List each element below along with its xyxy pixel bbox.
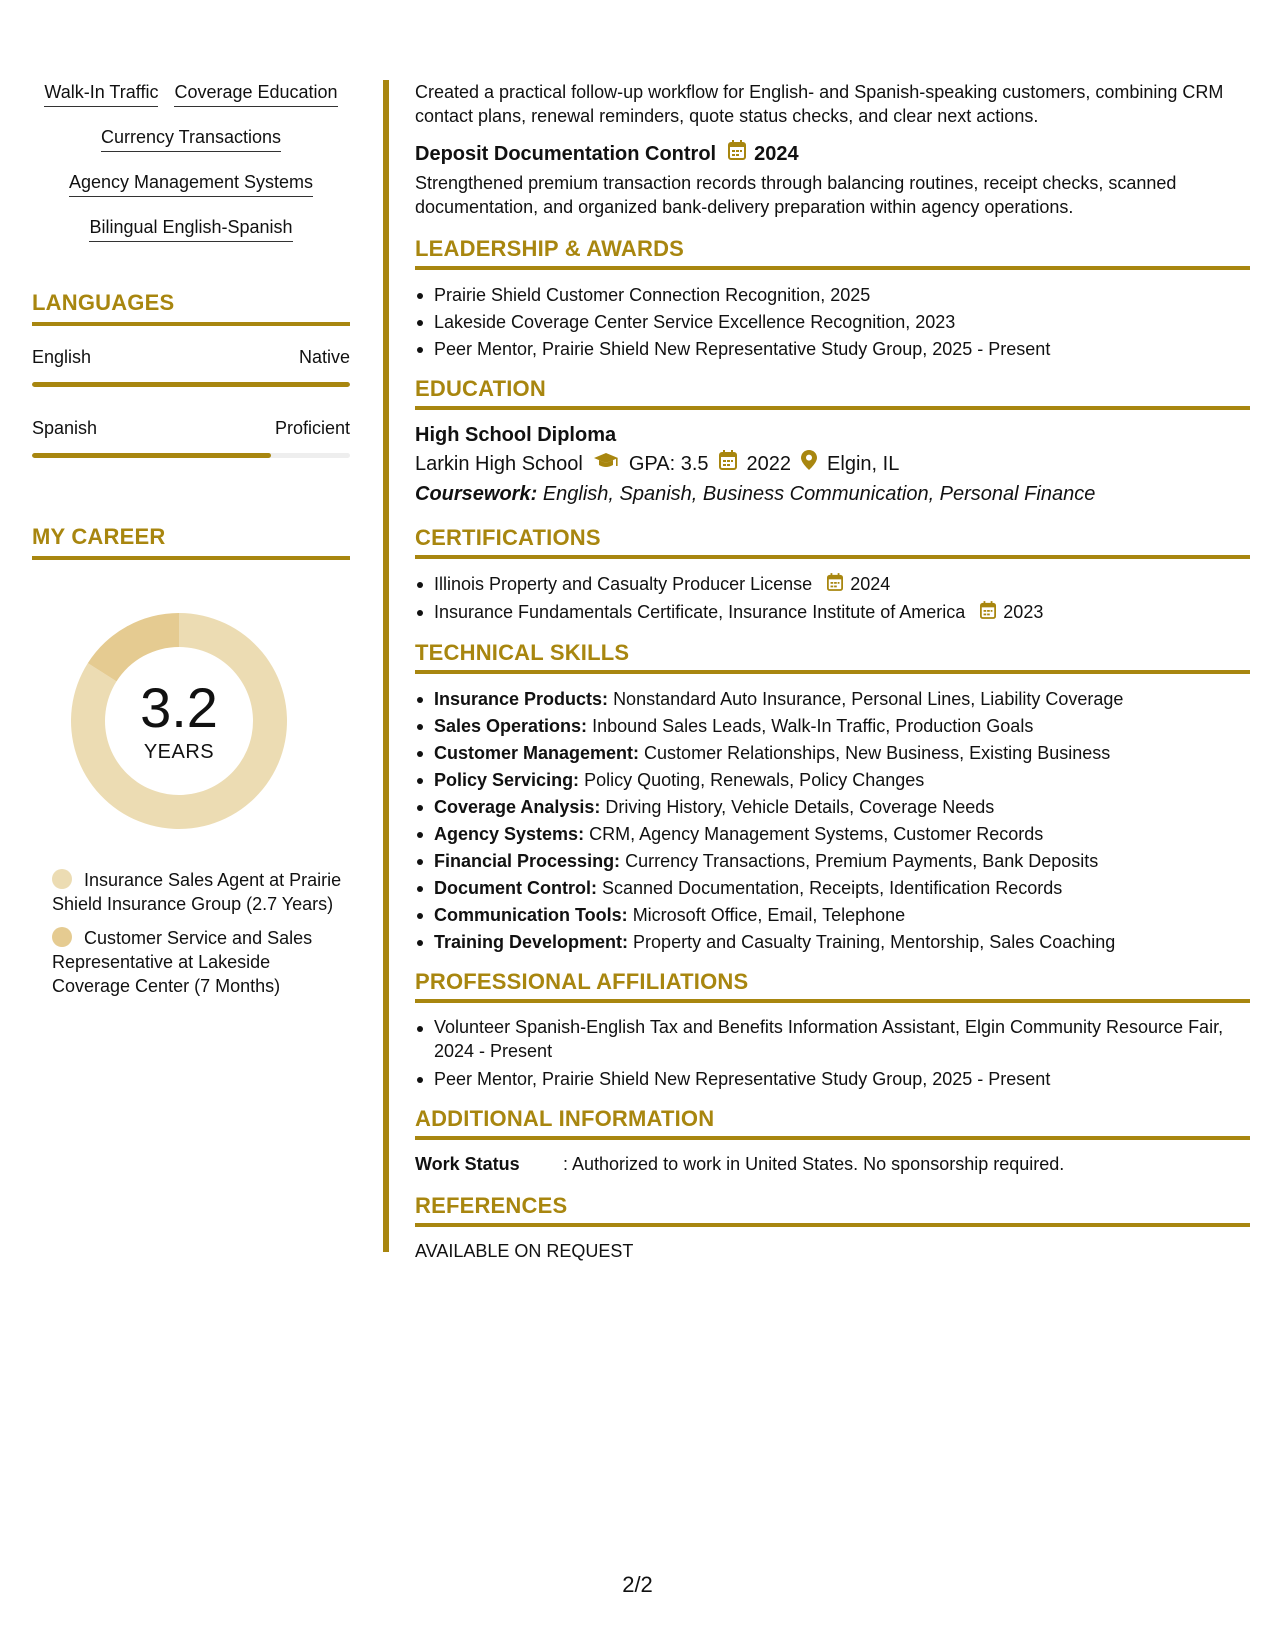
skill-tag: Coverage Education (174, 80, 337, 107)
language-level: Native (298, 347, 350, 367)
leadership-heading: LEADERSHIP & AWARDS (415, 237, 1250, 270)
language-proficiency-bar (32, 453, 350, 458)
skill-value: Customer Relationships, New Business, Existing Business (644, 742, 1111, 763)
references-text: AVAILABLE ON REQUEST (415, 1240, 634, 1261)
references-heading: REFERENCES (415, 1194, 1250, 1227)
page-number: 2/2 (622, 1572, 653, 1597)
list-item (415, 821, 1250, 848)
skill-tag: Currency Transactions (101, 125, 281, 152)
career-total-value: 3.2 (140, 675, 218, 739)
list-item (415, 599, 1250, 627)
calendar-icon (980, 600, 996, 627)
skill-label: Communication Tools: (434, 904, 628, 925)
work-status-label: Work Status (415, 1153, 520, 1174)
list-item (415, 929, 1250, 956)
career-total-unit: YEARS (143, 740, 215, 763)
career-donut-chart (64, 606, 294, 836)
list-item (415, 686, 1250, 713)
skill-value: Currency Transactions, Premium Payments, Bank Deposits (625, 850, 1099, 871)
education-heading: EDUCATION (415, 377, 1250, 410)
education-year: 2022 (746, 453, 792, 475)
project-year: 2024 (754, 142, 799, 165)
skill-value: Policy Quoting, Renewals, Policy Changes (584, 769, 925, 790)
project-description: Strengthened premium transaction records through balancing routines, receipt checks, scanned documentation, and organized bank-delivery preparation within agency operations. (415, 173, 1177, 217)
calendar-icon (728, 140, 746, 167)
language-proficiency-fill (32, 382, 350, 387)
coursework-label: Coursework: (415, 483, 538, 505)
skill-label: Sales Operations: (434, 715, 588, 736)
education-location: Elgin, IL (827, 453, 900, 475)
project-intro-text: Created a practical follow-up workflow for English- and Spanish-speaking customers, combining CRM contact plans, renewal reminders, quote status checks, and clear next actions. (415, 82, 1224, 126)
skill-value: CRM, Agency Management Systems, Customer Records (589, 823, 1044, 844)
skill-tag: Walk-In Traffic (44, 80, 158, 107)
certifications-list (415, 571, 1250, 627)
language-item (32, 346, 350, 387)
skill-value: Scanned Documentation, Receipts, Identification Records (602, 877, 1063, 898)
skill-tag: Agency Management Systems (69, 170, 313, 197)
certification-year: 2023 (1003, 601, 1044, 622)
skill-value: Nonstandard Auto Insurance, Personal Lines, Liability Coverage (613, 688, 1124, 709)
coursework-value: English, Spanish, Business Communication, Personal Finance (542, 483, 1096, 505)
certification-name: Illinois Property and Casualty Producer License (434, 574, 813, 594)
career-legend-item (32, 926, 350, 998)
certifications-heading: CERTIFICATIONS (415, 526, 1250, 559)
language-proficiency-bar (32, 382, 350, 387)
skill-label: Training Development: (434, 931, 629, 952)
list-item: Peer Mentor, Prairie Shield New Representative Study Group, 2025 - Present (415, 1066, 1250, 1093)
language-item (32, 417, 350, 458)
list-item (415, 740, 1250, 767)
technical-skills-heading: TECHNICAL SKILLS (415, 641, 1250, 674)
list-item: Prairie Shield Customer Connection Recognition, 2025 (415, 282, 1250, 309)
main-content (415, 80, 1250, 1263)
skill-label: Agency Systems: (434, 823, 585, 844)
education-school: Larkin High School (415, 453, 583, 475)
leadership-list (415, 282, 1250, 363)
certification-name: Insurance Fundamentals Certificate, Insurance Institute of America (434, 601, 966, 622)
affiliations-heading: PROFESSIONAL AFFILIATIONS (415, 970, 1250, 1003)
project-title-row (415, 140, 1250, 167)
list-item (415, 902, 1250, 929)
affiliations-list (415, 1015, 1250, 1093)
location-pin-icon (801, 450, 817, 478)
legend-dot-icon (52, 869, 72, 889)
skill-label: Policy Servicing: (434, 769, 580, 790)
project-title: Deposit Documentation Control (415, 142, 717, 165)
language-level: Proficient (274, 418, 350, 438)
work-status-row (415, 1152, 1250, 1176)
list-item (415, 571, 1250, 599)
skill-value: Property and Casualty Training, Mentorship, Sales Coaching (633, 931, 1116, 952)
career-heading: MY CAREER (32, 524, 350, 560)
education-meta (415, 450, 1250, 478)
skill-label: Insurance Products: (434, 688, 609, 709)
list-item: Lakeside Coverage Center Service Excellence Recognition, 2023 (415, 309, 1250, 336)
skill-label: Customer Management: (434, 742, 640, 763)
languages-heading: LANGUAGES (32, 290, 350, 326)
work-status-value: : Authorized to work in United States. No sponsorship required. (563, 1153, 1065, 1174)
list-item (415, 794, 1250, 821)
language-name: Spanish (32, 418, 98, 438)
education-gpa: GPA: 3.5 (628, 453, 709, 475)
education-degree: High School Diploma (415, 424, 617, 446)
education-coursework (415, 480, 1250, 508)
skill-tag: Bilingual English-Spanish (89, 215, 292, 242)
list-item (415, 875, 1250, 902)
technical-skills-list (415, 686, 1250, 956)
additional-info-heading: ADDITIONAL INFORMATION (415, 1107, 1250, 1140)
career-legend (32, 868, 350, 998)
left-sidebar (32, 80, 350, 1008)
list-item (415, 848, 1250, 875)
skill-tags (32, 80, 350, 242)
language-name: English (32, 347, 92, 367)
graduation-cap-icon (593, 450, 619, 478)
legend-dot-icon (52, 927, 72, 947)
skill-value: Driving History, Vehicle Details, Coverage Needs (605, 796, 995, 817)
list-item (415, 713, 1250, 740)
skill-value: Inbound Sales Leads, Walk-In Traffic, Production Goals (592, 715, 1034, 736)
skill-label: Coverage Analysis: (434, 796, 601, 817)
list-item: Peer Mentor, Prairie Shield New Representative Study Group, 2025 - Present (415, 336, 1250, 363)
column-divider (383, 80, 389, 1252)
calendar-icon (827, 572, 843, 599)
certification-year: 2024 (850, 574, 891, 594)
career-legend-text: Insurance Sales Agent at Prairie Shield Insurance Group (2.7 Years) (52, 870, 342, 914)
skill-label: Financial Processing: (434, 850, 621, 871)
list-item (415, 767, 1250, 794)
skill-label: Document Control: (434, 877, 597, 898)
career-legend-text: Customer Service and Sales Representative at Lakeside Coverage Center (7 Months) (52, 928, 313, 996)
skill-value: Microsoft Office, Email, Telephone (632, 904, 906, 925)
career-legend-item (32, 868, 350, 916)
list-item: Volunteer Spanish-English Tax and Benefits Information Assistant, Elgin Community Resource Fair, 2024 - Present (415, 1015, 1250, 1063)
calendar-icon (719, 450, 737, 478)
language-proficiency-fill (32, 453, 271, 458)
